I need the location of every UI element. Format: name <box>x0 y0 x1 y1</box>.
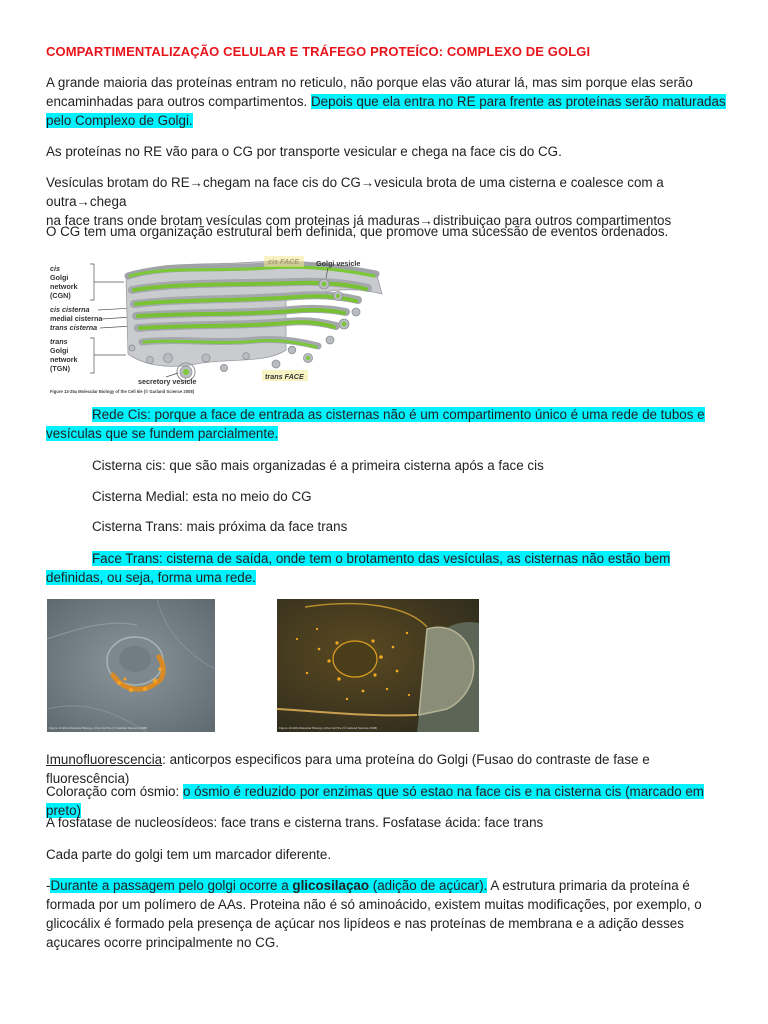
intro-highlight: Depois que ela entra no RE para frente as proteínas serão maturadas pelo Complexo de Golgi. <box>46 94 726 128</box>
glico-term: glicosilaçao <box>292 878 370 893</box>
label-tgn-4: (TGN) <box>50 364 70 373</box>
paragraph-transport: As proteínas no RE vão para o CG por transporte vesicular e chega na face cis do CG. <box>46 144 562 159</box>
rede-cis-highlight: Rede Cis: porque a face de entrada as cisternas não é um compartimento único é uma rede de tubos e vesículas que se fundem parcialmente. <box>46 407 705 441</box>
item-cisterna-cis: Cisterna cis: que são mais organizadas é a primeira cisterna após a face cis <box>92 458 544 473</box>
micrograph-1-caption: Figure 13-26a Molecular Biology of the Cell 5/e (© Garland Science 2008) <box>49 726 148 730</box>
label-cgn-2: Golgi <box>50 273 69 282</box>
item-cisterna-trans: Cisterna Trans: mais próxima da face trans <box>92 519 348 534</box>
diagram-left-labels <box>50 264 103 373</box>
label-medial-cisterna: medial cisterna <box>50 314 103 323</box>
glico-text: A estrutura primaria da proteína é formada por um polímero de AAs. Proteina não é só aminoácido, existem muitas modificações, por exemplo, o glicocálix é formado pela presença de açúcar nos lipídeos e nas proteínas de membrana e a adição desses açucares ocorre principalmente no CG. <box>46 878 702 950</box>
paragraph-marcador: Cada parte do golgi tem um marcador diferente. <box>46 847 332 862</box>
paragraph-glicosilacao <box>46 876 726 952</box>
imuno-text: : anticorpos especificos para uma proteína do Golgi (Fusao do contraste de fase e fluorescência) <box>46 752 650 786</box>
micrograph-immunofluorescence <box>47 599 215 732</box>
vesicles-line-2: na face trans onde brotam vesículas com proteinas já maduras→distribuiçao para outros compartimentos <box>46 213 672 228</box>
micrograph-osmium <box>277 599 479 732</box>
label-tgn-2: Golgi <box>50 346 69 355</box>
label-trans-face: trans FACE <box>265 372 304 381</box>
page-title: COMPARTIMENTALIZAÇÃO CELULAR E TRÁFEGO PROTEÍCO: COMPLEXO DE GOLGI <box>46 44 591 59</box>
label-tgn-3: network <box>50 355 78 364</box>
micrograph-2-svg <box>277 599 479 732</box>
golgi-diagram <box>46 254 396 396</box>
paragraph-intro <box>46 73 726 130</box>
paragraph-organization: O CG tem uma organização estrutural bem definida, que promove uma sucessão de eventos ordenados. <box>46 224 669 239</box>
paragraph-face-trans <box>46 549 726 587</box>
glico-hl-end: (adição de açúcar). <box>369 878 488 893</box>
glico-highlight <box>50 878 487 893</box>
label-trans-cisterna: trans cisterna <box>50 323 98 332</box>
diagram-caption: Figure 13-25a Molecular Biology of the Cell 5/e (© Garland Science 2008) <box>50 389 195 394</box>
label-cgn-3: network <box>50 282 78 291</box>
vesicles-line-1: Vesículas brotam do RE→chegam na face cis do CG→vesicula brota de uma cisterna e coalesce com a outra→chega <box>46 175 664 209</box>
osmio-label: Coloração com ósmio: <box>46 784 180 799</box>
label-secretory-vesicle: secretory vesicle <box>138 377 197 386</box>
glico-dash: - <box>46 878 51 893</box>
paragraph-fosfatase: A fosfatase de nucleosídeos: face trans e cisterna trans. Fosfatase ácida: face trans <box>46 815 544 830</box>
osmio-highlight: o ósmio é reduzido por enzimas que só estao na face cis e na cisterna cis (marcado em preto) <box>46 784 704 818</box>
golgi-diagram-svg <box>46 254 396 396</box>
micrograph-1-svg <box>47 599 215 732</box>
face-trans-highlight: Face Trans: cisterna de saída, onde tem o brotamento das vesículas, as cisternas não estão bem definidas, ou seja, forma uma rede. <box>46 551 671 585</box>
label-tgn-1: trans <box>50 337 68 346</box>
label-golgi-vesicle: Golgi vesicle <box>316 259 361 268</box>
intro-text: A grande maioria das proteínas entram no reticulo, não porque elas vão aturar lá, mas sim porque elas serão encaminhadas para outros compartimentos. <box>46 75 693 109</box>
label-cgn-4: (CGN) <box>50 291 71 300</box>
label-cis-cisterna: cis cisterna <box>50 305 90 314</box>
imuno-term: Imunofluorescencia <box>46 752 163 767</box>
label-cis-face-bg <box>264 256 304 267</box>
item-cisterna-medial: Cisterna Medial: esta no meio do CG <box>92 489 312 504</box>
golgi-stack-illustration <box>126 261 382 381</box>
glico-hl-start: Durante a passagem pelo golgi ocorre a <box>50 878 293 893</box>
label-cgn-1: cis <box>50 264 60 273</box>
micrograph-2-caption: Figure 13-26b Molecular Biology of the Cell 5/e (© Garland Science 2008) <box>279 726 378 730</box>
paragraph-rede-cis <box>46 405 726 443</box>
